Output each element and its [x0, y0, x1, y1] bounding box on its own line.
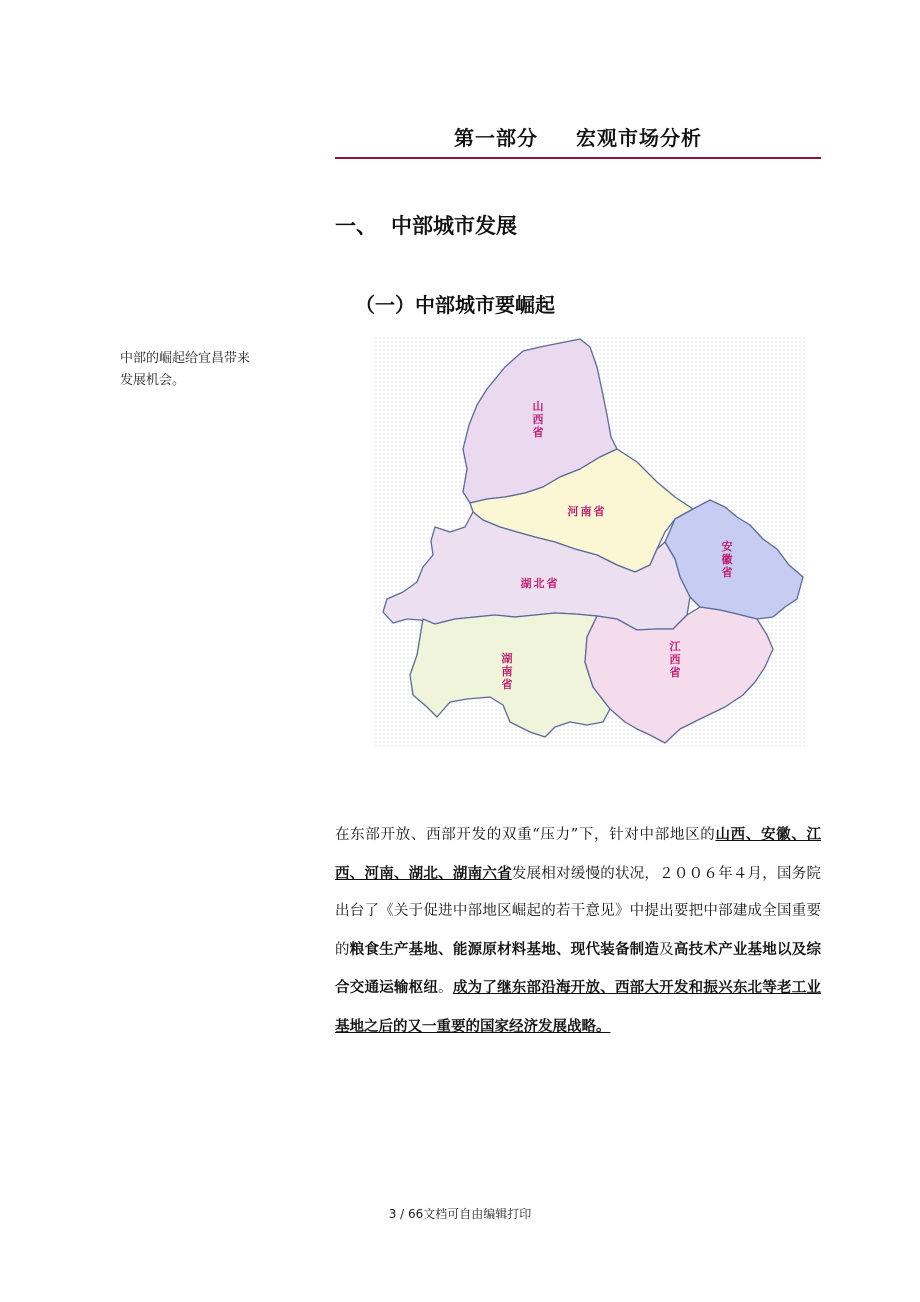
body-text: 发展相对缓慢的状况，２００６年４月，国务院出台了《关于促进中部地区崛起的若干意见》中提出要把中部建成全国重要的: [335, 865, 821, 958]
shanxi-label-char: 山: [532, 400, 544, 413]
section-title: 中部城市发展: [391, 214, 517, 238]
body-emphasis-provinces: 山西、安徽、江西、河南、湖北、湖南六省: [335, 826, 822, 882]
anhui-label-char: 省: [721, 566, 733, 579]
body-text: 及: [659, 941, 674, 958]
jiangxi-label-char: 省: [669, 666, 681, 679]
henan-label: 河南省: [567, 505, 607, 518]
side-note-line: 发展机会。: [120, 373, 186, 388]
side-note-line: 中部的崛起给宜昌带来: [120, 351, 251, 366]
body-emphasis-bases: 粮食生产基地、能源原材料基地、现代装备制造: [349, 940, 660, 958]
hunan-label-char: 南: [501, 665, 513, 678]
hunan-label-char: 省: [501, 678, 513, 691]
section-heading: [335, 210, 517, 240]
jiangxi-label-char: 江: [669, 640, 681, 653]
body-text: 。: [438, 980, 453, 996]
body-paragraph: [335, 816, 821, 1046]
subsection-heading: （一）中部城市要崛起: [355, 293, 555, 317]
section-number: 一、: [335, 214, 377, 238]
shanxi-label-char: 西: [532, 413, 544, 426]
body-text: 在东部开放、西部开发的双重“压力”下，针对中部地区的: [335, 827, 716, 843]
anhui-label-char: 徽: [721, 553, 733, 566]
central-china-map: [375, 337, 807, 747]
hubei-label: 湖北省: [520, 577, 560, 590]
shanxi-label-char: 省: [532, 426, 544, 439]
side-note: [120, 348, 280, 392]
body-emphasis-strategy: 成为了继东部沿海开放、西部大开发和振兴东北等老工业基地之后的又一重要的国家经济发展战略。: [335, 979, 821, 1035]
anhui-label-char: 安: [721, 540, 733, 553]
body-emphasis-hub: 高技术产业基地以及综合交通运输枢纽: [335, 940, 821, 996]
page-footer: 3 / 66文档可自由编辑打印: [388, 1207, 532, 1221]
hunan-label-char: 湖: [501, 652, 513, 665]
part-title-text: 宏观市场分析: [576, 126, 702, 150]
jiangxi-label-char: 西: [669, 653, 681, 666]
part-label: 第一部分: [454, 126, 538, 150]
title-underline-rule: [335, 157, 821, 159]
part-title: [335, 122, 821, 151]
